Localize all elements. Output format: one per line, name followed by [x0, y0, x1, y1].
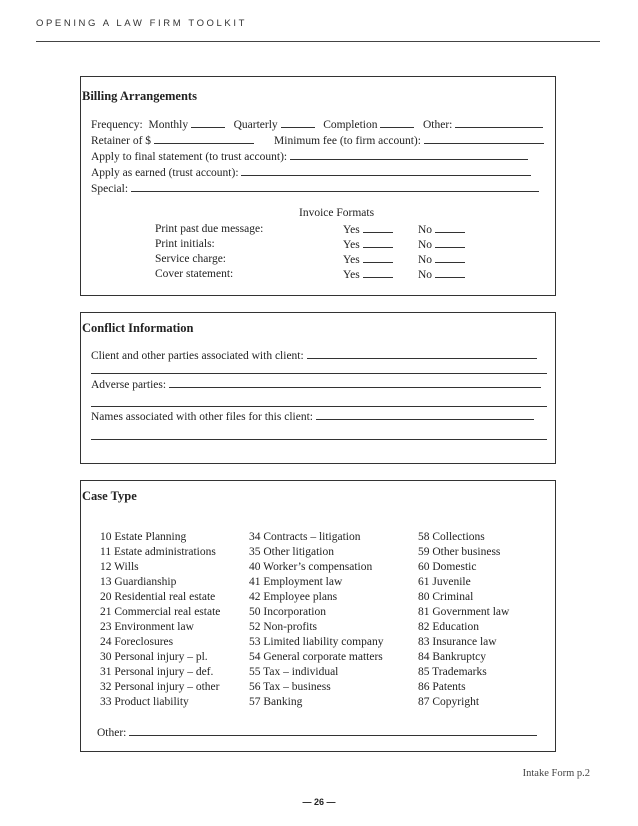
header-rule	[36, 41, 600, 42]
other-files-continuation-field[interactable]	[91, 439, 547, 440]
case-type-item[interactable]: 41 Employment law	[249, 576, 343, 588]
yes-label: Yes	[343, 224, 360, 236]
special-field[interactable]	[131, 181, 539, 192]
case-type-col-2	[249, 530, 383, 710]
invoice-item: Print initials:	[155, 238, 215, 250]
no-label: No	[418, 254, 433, 266]
no-label: No	[418, 269, 433, 281]
case-type-item[interactable]: 87 Copyright	[418, 696, 480, 708]
case-type-item[interactable]: 56 Tax – business	[249, 681, 331, 693]
case-type-item[interactable]: 84 Bankruptcy	[418, 651, 487, 663]
no-label: No	[418, 224, 433, 236]
invoice-items-col	[155, 222, 263, 282]
case-type-title: Case Type	[82, 489, 137, 503]
frequency-label: Frequency:	[91, 119, 143, 131]
retainer-line	[91, 133, 544, 147]
adverse-parties-line	[91, 377, 541, 391]
case-type-item[interactable]: 30 Personal injury – pl.	[100, 651, 208, 663]
apply-earned-line	[91, 165, 531, 179]
case-type-item[interactable]: 81 Government law	[418, 606, 510, 618]
case-type-item[interactable]: 83 Insurance law	[418, 636, 497, 648]
special-label: Special:	[91, 183, 129, 195]
retainer-field[interactable]	[154, 133, 254, 144]
adverse-parties-continuation-field[interactable]	[91, 406, 547, 407]
billing-arrangements-box	[80, 76, 556, 296]
case-type-item[interactable]: 40 Worker’s compensation	[249, 561, 373, 573]
yes-field[interactable]	[363, 237, 393, 248]
invoice-item: Print past due message:	[155, 223, 264, 235]
yes-field[interactable]	[363, 252, 393, 263]
invoice-item: Service charge:	[155, 253, 226, 265]
no-label: No	[418, 239, 433, 251]
case-type-other-line	[97, 725, 537, 739]
monthly-label: Monthly	[148, 119, 189, 131]
adverse-parties-label: Adverse parties:	[91, 379, 167, 391]
special-line	[91, 181, 539, 195]
other-files-line	[91, 409, 534, 423]
case-type-col-3	[418, 530, 509, 710]
completion-field[interactable]	[380, 117, 414, 128]
monthly-field[interactable]	[191, 117, 225, 128]
client-parties-continuation-field[interactable]	[91, 373, 547, 374]
document-header-title: OPENING A LAW FIRM TOOLKIT	[36, 18, 248, 29]
quarterly-field[interactable]	[281, 117, 315, 128]
adverse-parties-field[interactable]	[169, 377, 541, 388]
no-field[interactable]	[435, 252, 465, 263]
apply-final-label: Apply to final statement (to trust account):	[91, 151, 288, 163]
minimum-fee-field[interactable]	[424, 133, 544, 144]
case-type-item[interactable]: 52 Non-profits	[249, 621, 318, 633]
conflict-information-box	[80, 312, 556, 464]
billing-title: Billing Arrangements	[82, 89, 197, 103]
case-type-item[interactable]: 53 Limited liability company	[249, 636, 384, 648]
apply-earned-label: Apply as earned (trust account):	[91, 167, 239, 179]
case-type-item[interactable]: 21 Commercial real estate	[100, 606, 221, 618]
case-type-item[interactable]: 82 Education	[418, 621, 479, 633]
invoice-no-col	[418, 222, 465, 282]
minimum-fee-label: Minimum fee (to firm account):	[274, 135, 421, 147]
yes-field[interactable]	[363, 267, 393, 278]
yes-label: Yes	[343, 269, 360, 281]
case-type-item[interactable]: 58 Collections	[418, 531, 485, 543]
case-type-item[interactable]: 86 Patents	[418, 681, 466, 693]
no-field[interactable]	[435, 222, 465, 233]
case-type-item[interactable]: 33 Product liability	[100, 696, 189, 708]
case-type-item[interactable]: 12 Wills	[100, 561, 139, 573]
conflict-title: Conflict Information	[82, 321, 194, 335]
case-type-item[interactable]: 24 Foreclosures	[100, 636, 174, 648]
page-number: — 26 —	[302, 797, 336, 807]
case-type-other-field[interactable]	[129, 725, 537, 736]
quarterly-label: Quarterly	[233, 119, 278, 131]
invoice-yes-col	[343, 222, 393, 282]
case-type-item[interactable]: 61 Juvenile	[418, 576, 471, 588]
invoice-formats-title: Invoice Formats	[299, 207, 375, 219]
case-type-other-label: Other:	[97, 727, 127, 739]
case-type-item[interactable]: 31 Personal injury – def.	[100, 666, 214, 678]
case-type-item[interactable]: 32 Personal injury – other	[100, 681, 220, 693]
other-files-field[interactable]	[316, 409, 534, 420]
case-type-item[interactable]: 55 Tax – individual	[249, 666, 339, 678]
yes-label: Yes	[343, 239, 360, 251]
invoice-item: Cover statement:	[155, 268, 234, 280]
yes-field[interactable]	[363, 222, 393, 233]
retainer-label: Retainer of $	[91, 135, 152, 147]
case-type-item[interactable]: 13 Guardianship	[100, 576, 177, 588]
no-field[interactable]	[435, 237, 465, 248]
case-type-item[interactable]: 50 Incorporation	[249, 606, 326, 618]
case-type-item[interactable]: 10 Estate Planning	[100, 531, 187, 543]
case-type-item[interactable]: 59 Other business	[418, 546, 501, 558]
case-type-item[interactable]: 80 Criminal	[418, 591, 474, 603]
case-type-item[interactable]: 60 Domestic	[418, 561, 477, 573]
case-type-item[interactable]: 20 Residential real estate	[100, 591, 216, 603]
case-type-item[interactable]: 42 Employee plans	[249, 591, 338, 603]
case-type-item[interactable]: 54 General corporate matters	[249, 651, 383, 663]
client-parties-field[interactable]	[307, 348, 537, 359]
other-files-label: Names associated with other files for this client:	[91, 411, 313, 423]
completion-label: Completion	[323, 119, 378, 131]
case-type-item[interactable]: 23 Environment law	[100, 621, 194, 633]
apply-final-field[interactable]	[290, 149, 528, 160]
no-field[interactable]	[435, 267, 465, 278]
intake-form-label: Intake Form p.2	[522, 768, 590, 779]
yes-label: Yes	[343, 254, 360, 266]
case-type-col-1	[100, 530, 220, 710]
case-type-item[interactable]: 11 Estate administrations	[100, 546, 216, 558]
case-type-item[interactable]: 34 Contracts – litigation	[249, 531, 361, 543]
apply-earned-field[interactable]	[241, 165, 531, 176]
other-frequency-label: Other:	[423, 119, 453, 131]
other-frequency-field[interactable]	[455, 117, 543, 128]
frequency-line	[91, 117, 543, 131]
client-parties-label: Client and other parties associated with client:	[91, 350, 304, 362]
apply-final-line	[91, 149, 528, 163]
case-type-item[interactable]: 57 Banking	[249, 696, 303, 708]
case-type-item[interactable]: 85 Trademarks	[418, 666, 487, 678]
case-type-item[interactable]: 35 Other litigation	[249, 546, 334, 558]
case-type-box	[80, 480, 556, 752]
client-parties-line	[91, 348, 537, 362]
